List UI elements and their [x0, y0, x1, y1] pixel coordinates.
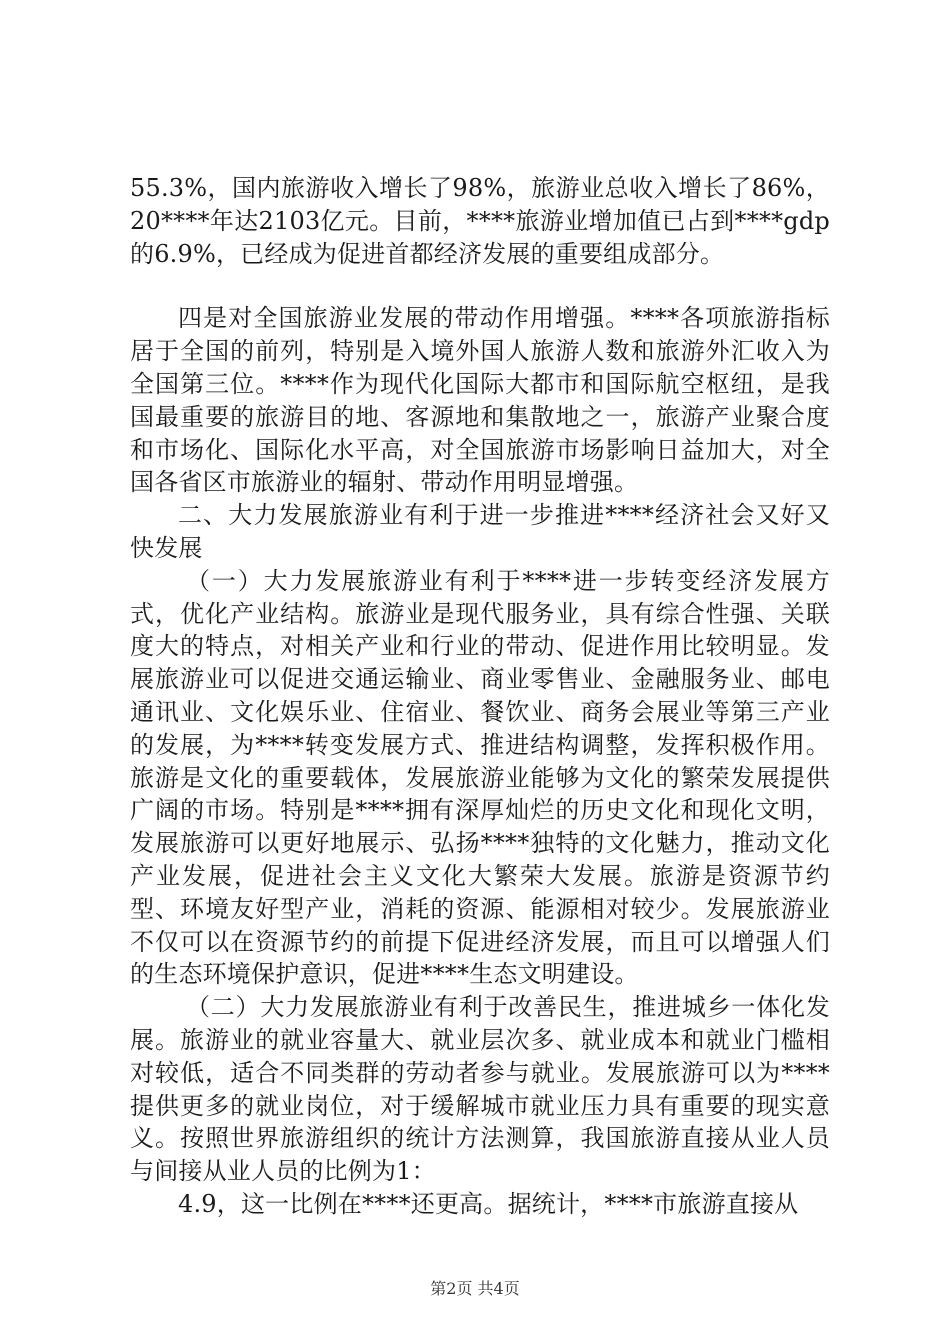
paragraph-ratio: 4.9，这一比例在****还更高。据统计，****市旅游直接从	[178, 1189, 799, 1218]
paragraph-stats: 55.3%，国内旅游收入增长了98%，旅游业总收入增长了86%，20****年达2103亿元。目前，****旅游业增加值已占到****gdp的6.9%，已经成为促进首都经济发展的重要组成部分。	[130, 174, 830, 268]
paragraph-economic-structure: （一）大力发展旅游业有利于****进一步转变经济发展方式，优化产业结构。旅游业是现代服务业，具有综合性强、关联度大的特点，对相关产业和行业的带动、促进作用比较明显。发展旅游业可以促进交通运输业、商业零售业、金融服务业、邮电通讯业、文化娱乐业、住宿业、餐饮业、商务会展业等第三产业的发展，为****转变发展方式、推进结构调整，发挥积极作用。旅游是文化的重要载体，发展旅游业能够为文化的繁荣发展提供广阔的市场。特别是****拥有深厚灿烂的历史文化和现化文明，发展旅游可以更好地展示、弘扬****独特的文化魅力，推动文化产业发展，促进社会主义文化大繁荣大发展。旅游是资源节约型、环境友好型产业，消耗的资源、能源相对较少。发展旅游业不仅可以在资源节约的前提下促进经济发展，而且可以增强人们的生态环境保护意识，促进****生态文明建设。	[130, 566, 830, 989]
paragraph-livelihood: （二）大力发展旅游业有利于改善民生，推进城乡一体化发展。旅游业的就业容量大、就业层次多、就业成本和就业门槛相对较低，适合不同类群的劳动者参与就业。发展旅游可以为****提供更多的就业岗位，对于缓解城市就业压力具有重要的现实意义。按照世界旅游组织的统计方法测算，我国旅游直接从业人员与间接从业人员的比例为1：	[130, 993, 830, 1186]
section-heading-two: 二、大力发展旅游业有利于进一步推进****经济社会又好又快发展	[130, 501, 830, 562]
paragraph-national-impact: 四是对全国旅游业发展的带动作用增强。****各项旅游指标居于全国的前列，特别是入境外国人旅游人数和旅游外汇收入为全国第三位。****作为现代化国际大都市和国际航空枢纽，是我国最重要的旅游目的地、客源地和集散地之一，旅游产业聚合度和市场化、国际化水平高，对全国旅游市场影响日益加大，对全国各省区市旅游业的辐射、带动作用明显增强。	[130, 304, 830, 497]
page-footer: 第2页 共4页	[430, 1279, 520, 1298]
document-body	[130, 172, 830, 1221]
